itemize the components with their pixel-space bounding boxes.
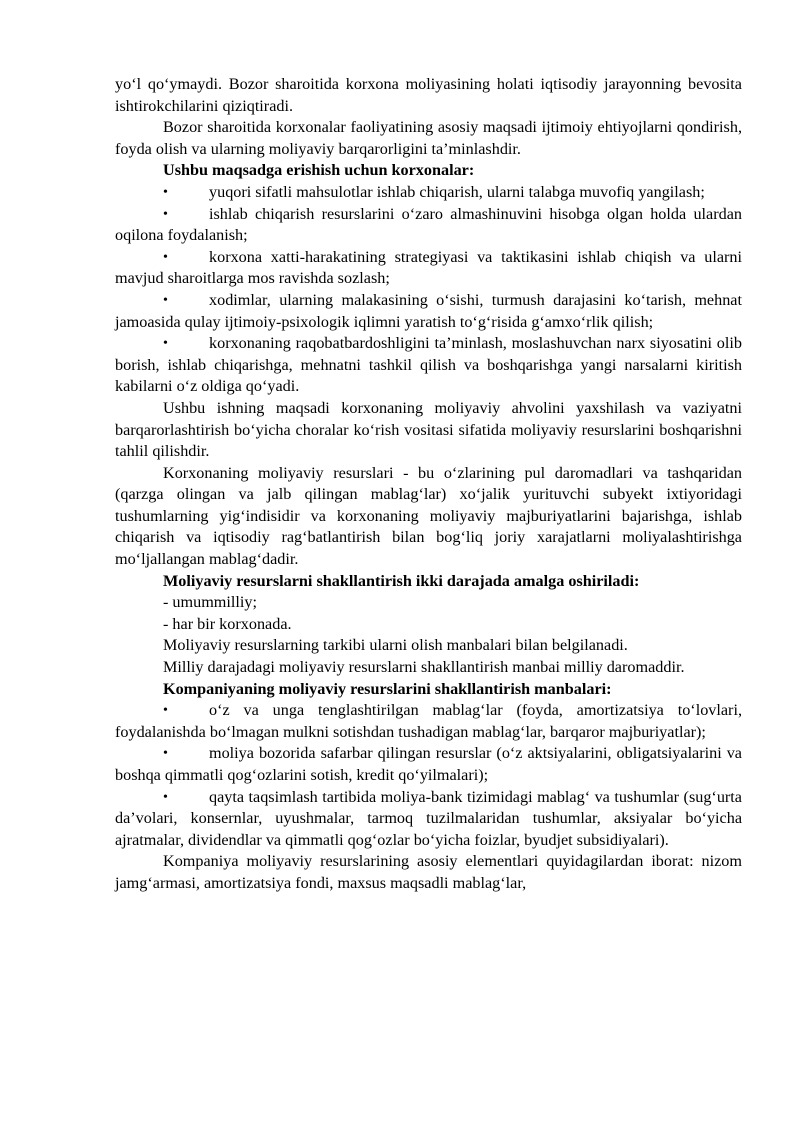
list-item xyxy=(115,333,742,398)
paragraph: Bozor sharoitida korxonalar faoliyatining asosiy maqsadi ijtimoiy ehtiyojlarni qondirish, foyda olish va ularning moliyaviy barqarorligini ta’minlashdir. xyxy=(115,118,742,158)
dash-item: - umummilliy; xyxy=(163,593,257,612)
list-item xyxy=(115,290,742,333)
list-item xyxy=(115,247,742,290)
list-item-text: ishlab chiqarish resurslarini o‘zaro almashinuvini hisobga olgan holda ulardan oqilona foydalanish; xyxy=(115,204,742,245)
list-item-text: moliya bozorida safarbar qilingan resurslar (o‘z aktsiyalarini, obligatsiyalarini va boshqa qimmatli qog‘ozlarini sotish, kredit qo‘yilmalari); xyxy=(115,744,742,784)
paragraph: Kompaniya moliyaviy resurslarining asosiy elementlari quyidagilardan iborat: nizom jamg‘armasi, amortizatsiya fondi, maxsus maqsadli mablag‘lar, xyxy=(115,852,742,892)
bullet-icon: • xyxy=(163,746,168,762)
list-item xyxy=(115,787,742,852)
bullet-icon: • xyxy=(163,206,168,222)
list-item xyxy=(115,743,742,786)
list-item xyxy=(115,700,742,743)
section-heading: Ushbu maqsadga erishish uchun korxonalar: xyxy=(163,161,475,180)
paragraph: yo‘l qo‘ymaydi. Bozor sharoitida korxona moliyasining holati iqtisodiy jarayonning bevosita ishtirokchilarini qiziqtiradi. xyxy=(115,75,742,115)
bullet-icon: • xyxy=(163,249,168,265)
list-item-text: korxona xatti-harakatining strategiyasi va taktikasini ishlab chiqish va ularni mavjud sharoitlarga mos ravishda sozlash; xyxy=(115,247,742,288)
list-item-text: qayta taqsimlash tartibida moliya-bank tizimidagi mablag‘ va tushumlar (sug‘urta da’volari, konsernlar, uyushmalar, tarmoq tuzilmalaridan tushumlar, aksiyalar bo‘yicha ajratmalar, dividendlar va qimmatli qog‘ozlar bo‘yicha foizlar, byudjet subsidiyalari). xyxy=(115,787,742,849)
paragraph: Korxonaning moliyaviy resurslari - bu o‘zlarining pul daromadlari va tashqaridan (qarzga olingan va jalb qilingan mablag‘lar) xo‘jalik yurituvchi subyekt ixtiyoridagi tushumlarning yig‘indisidir va korxonaning moliyaviy majburiyatlarini bajarishga, ishlab chiqarish va iqtisodiy rag‘batlantirish bilan bog‘liq joriy xarajatlarni moliyalashtirishga mo‘ljallangan mablag‘dadir. xyxy=(115,463,742,569)
list-item-text: korxonaning raqobatbardoshligini ta’minlash, moslashuvchan narx siyosatini olib borish, ishlab chiqarishga, mehnatni tashkil qilish va boshqarishga yangi narsalarni kiritish kabilarni o‘z oldiga qo‘yadi. xyxy=(115,334,742,396)
list-item-text: yuqori sifatli mahsulotlar ishlab chiqarish, ularni talabga muvofiq yangilash; xyxy=(209,182,705,201)
list-item xyxy=(115,204,742,247)
bullet-icon: • xyxy=(163,336,168,352)
section-heading: Kompaniyaning moliyaviy resurslarini shakllantirish manbalari: xyxy=(163,679,612,698)
bullet-icon: • xyxy=(163,292,168,308)
paragraph: Milliy darajadagi moliyaviy resurslarni shakllantirish manbai milliy daromaddir. xyxy=(163,658,685,677)
list-item-text: xodimlar, ularning malakasining o‘sishi, turmush darajasini ko‘tarish, mehnat jamoasida qulay ijtimoiy-psixologik iqlimni yaratish to‘g‘risida g‘amxo‘rlik qilish; xyxy=(115,290,742,331)
section-heading: Moliyaviy resurslarni shakllantirish ikki darajada amalga oshiriladi: xyxy=(163,571,640,590)
bullet-icon: • xyxy=(163,184,168,200)
list-item-text: o‘z va unga tenglashtirilgan mablag‘lar (foyda, amortizatsiya to‘lovlari, foydalanishda bo‘lmagan mulkni sotishdan tushadigan mablag‘lar, barqaror majburiyatlar); xyxy=(115,701,742,741)
paragraph: Moliyaviy resurslarning tarkibi ularni olish manbalari bilan belgilanadi. xyxy=(163,636,628,655)
paragraph: Ushbu ishning maqsadi korxonaning moliyaviy ahvolini yaxshilash va vaziyatni barqarorlashtirish bo‘yicha choralar ko‘rish vositasi sifatida moliyaviy resurslarini boshqarishni tahlil qilishdir. xyxy=(115,398,742,461)
dash-item: - har bir korxonada. xyxy=(163,614,292,633)
document-page xyxy=(115,74,742,895)
bullet-icon: • xyxy=(163,703,168,719)
list-item xyxy=(115,182,742,204)
bullet-icon: • xyxy=(163,789,168,805)
